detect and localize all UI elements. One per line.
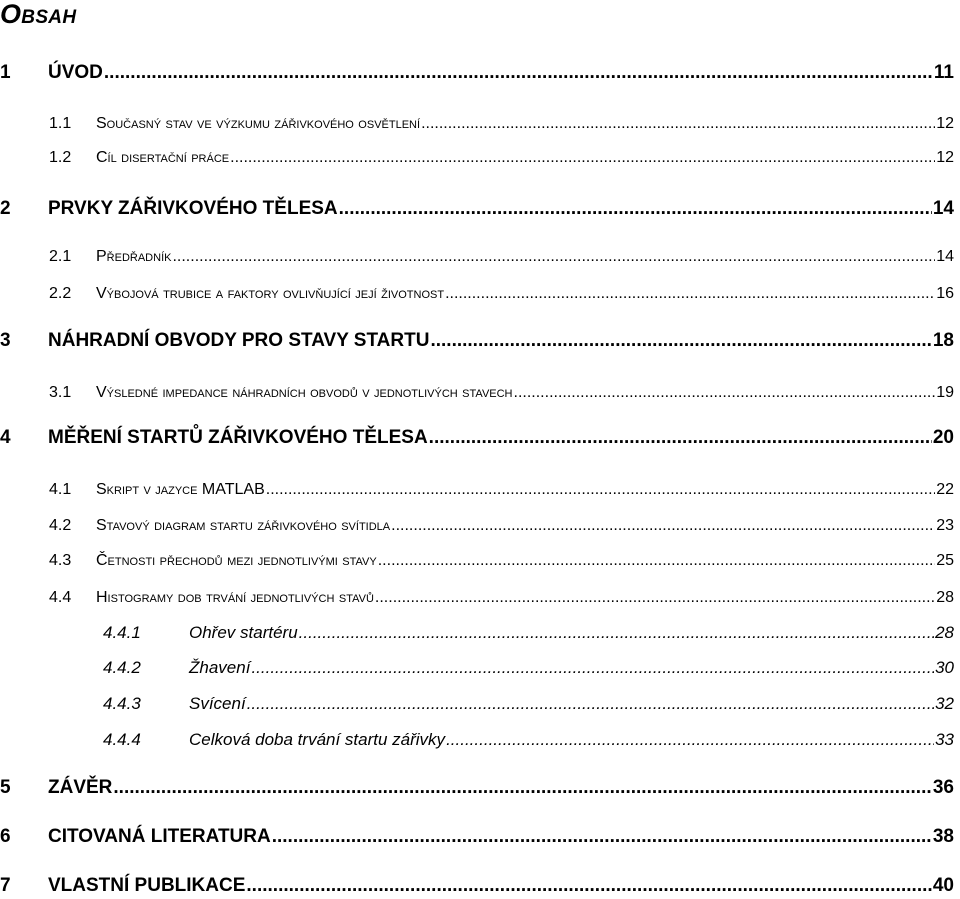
entry-title: Cíl disertační práce: [96, 149, 230, 166]
toc-entry[interactable]: [0, 196, 954, 222]
entry-page: 33: [935, 730, 954, 749]
entry-title: VLASTNÍ PUBLIKACE: [48, 875, 246, 896]
entry-page: 28: [936, 589, 954, 606]
dot-leader: [266, 479, 935, 501]
entry-number: 1.2: [49, 149, 72, 166]
toc-entry[interactable]: [0, 775, 954, 801]
dot-leader: [421, 113, 935, 135]
toc-entry[interactable]: [0, 246, 954, 268]
toc-entry[interactable]: [0, 425, 954, 451]
dot-leader: [445, 283, 935, 305]
entry-number: 3: [0, 330, 11, 351]
entry-title: NÁHRADNÍ OBVODY PRO STAVY STARTU: [48, 330, 430, 351]
entry-page: 28: [935, 623, 954, 642]
entry-title: Histogramy dob trvání jednotlivých stavů: [96, 589, 374, 606]
toc-entry[interactable]: [0, 693, 954, 715]
entry-title: Ohřev startéru: [189, 623, 298, 642]
dot-leader: [113, 775, 931, 801]
toc-entry[interactable]: [0, 147, 954, 169]
toc-entry[interactable]: [0, 873, 954, 899]
toc-entry[interactable]: [0, 479, 954, 501]
entry-title: Předřadník: [96, 248, 172, 265]
entry-number: 7: [0, 875, 11, 896]
toc-entry[interactable]: [0, 824, 954, 850]
toc-entry[interactable]: [0, 622, 954, 644]
entry-title: CITOVANÁ LITERATURA: [48, 826, 271, 847]
entry-number: 4: [0, 427, 11, 448]
entry-title: Stavový diagram startu zářivkového svítidla: [96, 517, 391, 534]
toc-entry[interactable]: [0, 587, 954, 609]
dot-leader: [429, 425, 932, 451]
entry-title: Svícení: [189, 694, 246, 713]
dot-leader: [247, 693, 934, 715]
entry-number: 1.1: [49, 115, 72, 132]
toc-entry[interactable]: [0, 550, 954, 572]
entry-number: 5: [0, 777, 11, 798]
dot-leader: [104, 60, 933, 86]
entry-number: 4.3: [49, 552, 72, 569]
dot-leader: [514, 382, 936, 404]
entry-number: 4.4: [49, 589, 72, 606]
entry-page: 19: [936, 384, 954, 401]
entry-title: PRVKY ZÁŘIVKOVÉHO TĚLESA: [48, 198, 338, 219]
entry-title: MĚŘENÍ STARTŮ ZÁŘIVKOVÉHO TĚLESA: [48, 427, 428, 448]
entry-page: 38: [932, 826, 954, 847]
entry-page: 30: [935, 658, 954, 677]
page-title: Obsah: [0, 0, 77, 29]
entry-page: 18: [932, 330, 954, 351]
dot-leader: [446, 729, 934, 751]
entry-title: ZÁVĚR: [48, 777, 113, 798]
toc-entry[interactable]: [0, 113, 954, 135]
entry-number: 4.4.3: [103, 694, 141, 713]
entry-page: 22: [936, 481, 954, 498]
entry-number: 4.4.1: [103, 623, 141, 642]
entry-page: 32: [935, 694, 954, 713]
dot-leader: [375, 587, 935, 609]
entry-number: 4.4.4: [103, 730, 141, 749]
entry-page: 14: [932, 198, 954, 219]
entry-page: 14: [936, 248, 954, 265]
dot-leader: [230, 147, 935, 169]
entry-number: 6: [0, 826, 11, 847]
entry-title: ÚVOD: [48, 62, 103, 83]
entry-number: 2.2: [49, 285, 72, 302]
dot-leader: [378, 550, 935, 572]
entry-page: 23: [936, 517, 954, 534]
entry-page: 12: [936, 115, 954, 132]
entry-title: Četnosti přechodů mezi jednotlivými stavy: [96, 552, 377, 569]
entry-number: 4.1: [49, 481, 72, 498]
toc-entry[interactable]: [0, 328, 954, 354]
entry-page: 11: [933, 62, 954, 83]
entry-page: 40: [932, 875, 954, 896]
toc-entry[interactable]: [0, 382, 954, 404]
dot-leader: [251, 657, 934, 679]
dot-leader: [299, 622, 934, 644]
entry-number: 4.2: [49, 517, 72, 534]
dot-leader: [172, 246, 935, 268]
entry-number: 3.1: [49, 384, 72, 401]
entry-page: 12: [936, 149, 954, 166]
entry-number: 2: [0, 198, 11, 219]
entry-number: 2.1: [49, 248, 72, 265]
entry-title: Celková doba trvání startu zářivky: [189, 730, 446, 749]
entry-page: 36: [932, 777, 954, 798]
entry-title: Žhavení: [189, 658, 251, 677]
toc-entry[interactable]: [0, 60, 954, 86]
toc-entry[interactable]: [0, 515, 954, 537]
entry-page: 20: [932, 427, 954, 448]
entry-page: 25: [936, 552, 954, 569]
entry-title: Výsledné impedance náhradních obvodů v jednotlivých stavech: [96, 384, 513, 401]
entry-number: 4.4.2: [103, 658, 141, 677]
toc-entry[interactable]: [0, 729, 954, 751]
entry-title: Výbojová trubice a faktory ovlivňující její životnost: [96, 285, 445, 302]
entry-number: 1: [0, 62, 11, 83]
toc-entry[interactable]: [0, 657, 954, 679]
toc-entry[interactable]: [0, 283, 954, 305]
entry-title: Současný stav ve výzkumu zářivkového osvětlení: [96, 115, 421, 132]
dot-leader: [272, 824, 932, 850]
dot-leader: [246, 873, 931, 899]
dot-leader: [391, 515, 935, 537]
entry-page: 16: [936, 285, 954, 302]
dot-leader: [430, 328, 931, 354]
entry-title: Skript v jazyce MATLAB: [96, 481, 265, 498]
dot-leader: [339, 196, 932, 222]
